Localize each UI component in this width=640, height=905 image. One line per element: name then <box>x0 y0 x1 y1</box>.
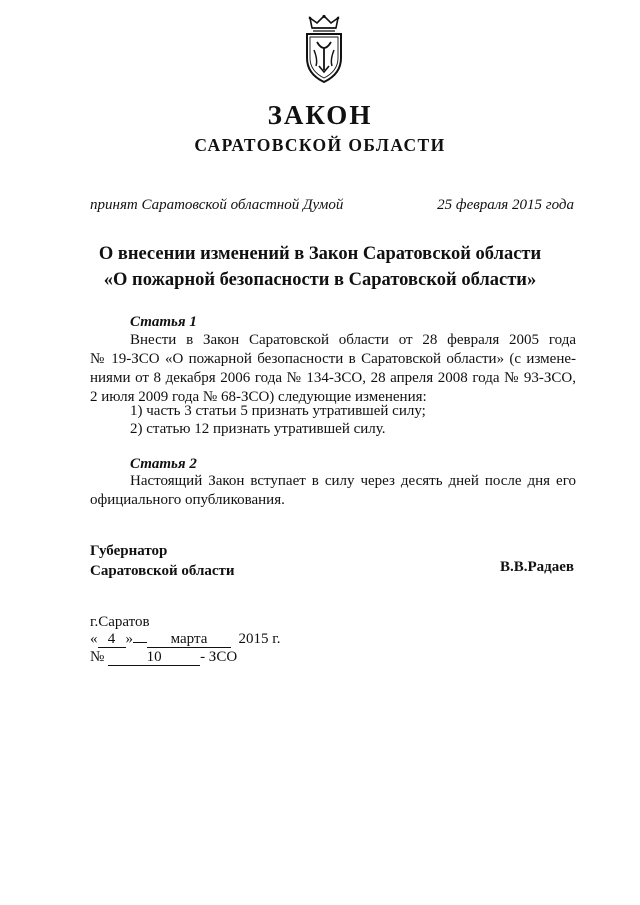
coat-of-arms-emblem <box>302 14 346 84</box>
signing-day: 4 <box>98 632 126 648</box>
adopted-date: 25 февраля 2015 года <box>437 197 574 213</box>
number-suffix: - ЗСО <box>200 649 238 665</box>
quote-open: « <box>90 631 98 647</box>
paragraph-line: Внести в Закон Саратовской области от 28 февраля 2005 года <box>130 332 576 348</box>
blank-line <box>133 642 147 643</box>
paragraph-line: Настоящий Закон вступает в силу через десять дней после дня его <box>130 473 576 489</box>
quote-close: » <box>125 631 133 647</box>
signing-date <box>90 631 280 648</box>
paragraph-line: официального опубликования. <box>90 492 285 508</box>
law-title: ЗАКОН <box>267 100 373 130</box>
signer-position-line-1: Губернатор <box>90 543 168 559</box>
article-2-paragraph <box>90 472 576 510</box>
article-2-title: Статья 2 <box>130 456 197 472</box>
article-1-paragraph <box>90 331 576 407</box>
signer-position <box>90 541 235 581</box>
article-1-title: Статья 1 <box>130 314 197 330</box>
document-heading-line-1: О внесении изменений в Закон Саратовской области <box>98 244 542 264</box>
law-number-value: 10 <box>108 650 200 666</box>
law-subtitle: САРАТОВСКОЙ ОБЛАСТИ <box>194 135 446 155</box>
adopted-by: принят Саратовской областной Думой <box>90 197 344 213</box>
document-heading <box>0 241 640 293</box>
law-number <box>90 649 237 666</box>
number-prefix: № <box>90 649 105 665</box>
list-item: 2) статью 12 признать утратившей силу. <box>130 421 386 437</box>
signing-year: 2015 г. <box>238 631 281 647</box>
document-heading-line-2: «О пожарной безопасности в Саратовской области» <box>103 270 537 290</box>
signing-month: марта <box>147 632 231 648</box>
list-item: 1) часть 3 статьи 5 признать утратившей силу; <box>130 403 426 419</box>
signer-position-line-2: Саратовской области <box>90 563 235 579</box>
paragraph-line: № 19-ЗСО «О пожарной безопасности в Саратовской области» (с измене- <box>90 351 576 367</box>
paragraph-line: 2 июля 2009 года № 68-ЗСО) следующие изменения: <box>90 389 427 405</box>
paragraph-line: ниями от 8 декабря 2006 года № 134-ЗСО, 28 апреля 2008 года № 93-ЗСО, <box>90 370 576 386</box>
signer-name: В.В.Радаев <box>499 559 574 575</box>
place-of-signing: г.Саратов <box>90 614 150 630</box>
